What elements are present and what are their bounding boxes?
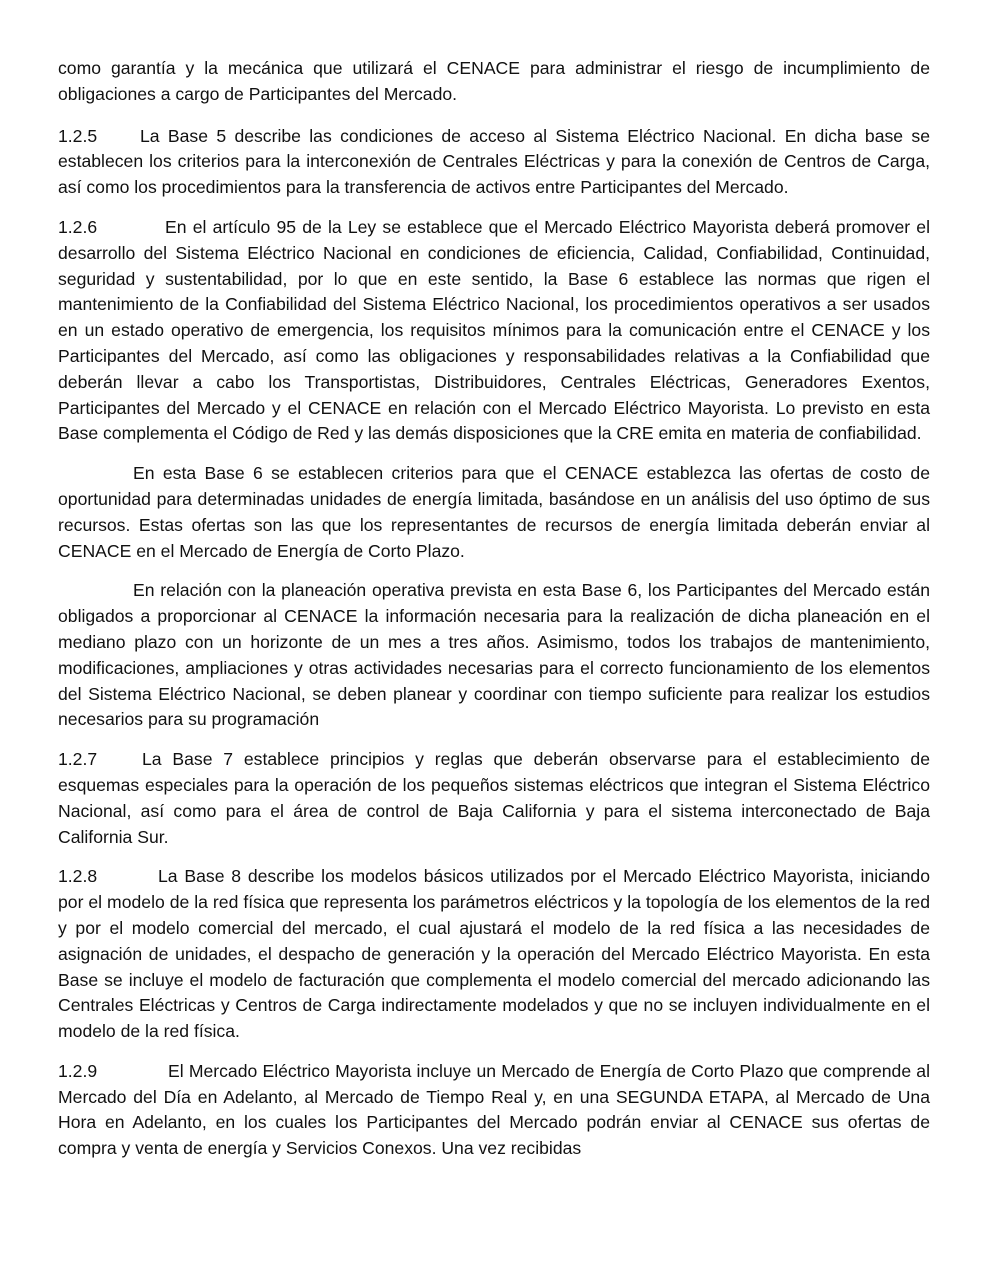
section-1-2-9: [58, 1059, 930, 1162]
section-number: 1.2.7: [58, 749, 98, 770]
section-1-2-7: [58, 747, 930, 850]
document-page: [58, 56, 930, 1162]
section-1-2-6: [58, 215, 930, 447]
paragraph-base-6-planning: [58, 578, 930, 733]
paragraph-text: La Base 7 establece principios y reglas que deberán observarse para el establecimiento de esquemas especiales para la operación de los pequeños sistemas eléctricos que integran el Sistema Eléctrico Nacional, así como para el área de control de Baja California y para el sistema interconectado de Baja California Sur.: [58, 749, 930, 847]
paragraph-text: La Base 8 describe los modelos básicos utilizados por el Mercado Eléctrico Mayorista, iniciando por el modelo de la red física que representa los parámetros eléctricos y la topología de los elementos de la red y por el modelo comercial del mercado, el cual ajustará el modelo de la red física a las necesidades de asignación de unidades, el despacho de generación y la operación del Mercado Eléctrico Mayorista. En esta Base se incluye el modelo de facturación que complementa el modelo comercial del mercado adicionando las Centrales Eléctricas y Centros de Carga indirectamente modelados y que no se incluyen individualmente en el modelo de la red física.: [58, 866, 930, 1042]
paragraph-base-6-offers: [58, 461, 930, 564]
section-number: 1.2.5: [58, 125, 98, 146]
paragraph-text: La Base 5 describe las condiciones de acceso al Sistema Eléctrico Nacional. En dicha base se establecen los criterios para la interconexión de Centrales Eléctricas y para la conexión de Centros de Carga, así como los procedimientos para la transferencia de activos entre Participantes del Mercado.: [58, 125, 930, 198]
paragraph-text: El Mercado Eléctrico Mayorista incluye un Mercado de Energía de Corto Plazo que comprende al Mercado del Día en Adelanto, al Mercado de Tiempo Real y, en una SEGUNDA ETAPA, al Mercado de Una Hora en Adelanto, en los cuales los Participantes del Mercado podrán enviar al CENACE sus ofertas de compra y venta de energía y Servicios Conexos. Una vez recibidas: [58, 1060, 930, 1159]
section-1-2-8: [58, 864, 930, 1045]
section-number: 1.2.8: [58, 866, 98, 887]
paragraph-continued: [58, 56, 930, 108]
paragraph-text: En el artículo 95 de la Ley se establece que el Mercado Eléctrico Mayorista deberá promover el desarrollo del Sistema Eléctrico Nacional en condiciones de eficiencia, Calidad, Confiabilidad, Continuidad, seguridad y sustentabilidad, por lo que en este sentido, la Base 6 establece las normas que rigen el mantenimiento de la Confiabilidad del Sistema Eléctrico Nacional, los procedimientos operativos a ser usados en un estado operativo de emergencia, los requisitos mínimos para la comunicación entre el CENACE y los Participantes del Mercado, así como las obligaciones y responsabilidades relativas a la Confiabilidad que deberán llevar a cabo los Transportistas, Distribuidores, Centrales Eléctricas, Generadores Exentos, Participantes del Mercado y el CENACE en relación con el Mercado Eléctrico Mayorista. Lo previsto en esta Base complementa el Código de Red y las demás disposiciones que la CRE emita en materia de confiabilidad.: [58, 216, 930, 444]
paragraph-text: En esta Base 6 se establecen criterios para que el CENACE establezca las ofertas de costo de oportunidad para determinadas unidades de energía limitada, basándose en un análisis del uso óptimo de sus recursos. Estas ofertas son las que los representantes de recursos de energía limitada deberán enviar al CENACE en el Mercado de Energía de Corto Plazo.: [58, 463, 930, 561]
section-number: 1.2.6: [58, 216, 98, 237]
paragraph-text: En relación con la planeación operativa prevista en esta Base 6, los Participantes del Mercado están obligados a proporcionar al CENACE la información necesaria para la realización de dicha planeación en el mediano plazo con un horizonte de un mes a tres años. Asimismo, todos los trabajos de mantenimiento, modificaciones, ampliaciones y otras actividades necesarias para el correcto funcionamiento de los elementos del Sistema Eléctrico Nacional, se deben planear y coordinar con tiempo suficiente para realizar los estudios necesarios para su programación: [58, 580, 930, 730]
section-number: 1.2.9: [58, 1060, 98, 1081]
section-1-2-5: [58, 124, 930, 201]
paragraph-text: como garantía y la mecánica que utilizará el CENACE para administrar el riesgo de incumplimiento de obligaciones a cargo de Participantes del Mercado.: [58, 58, 930, 104]
